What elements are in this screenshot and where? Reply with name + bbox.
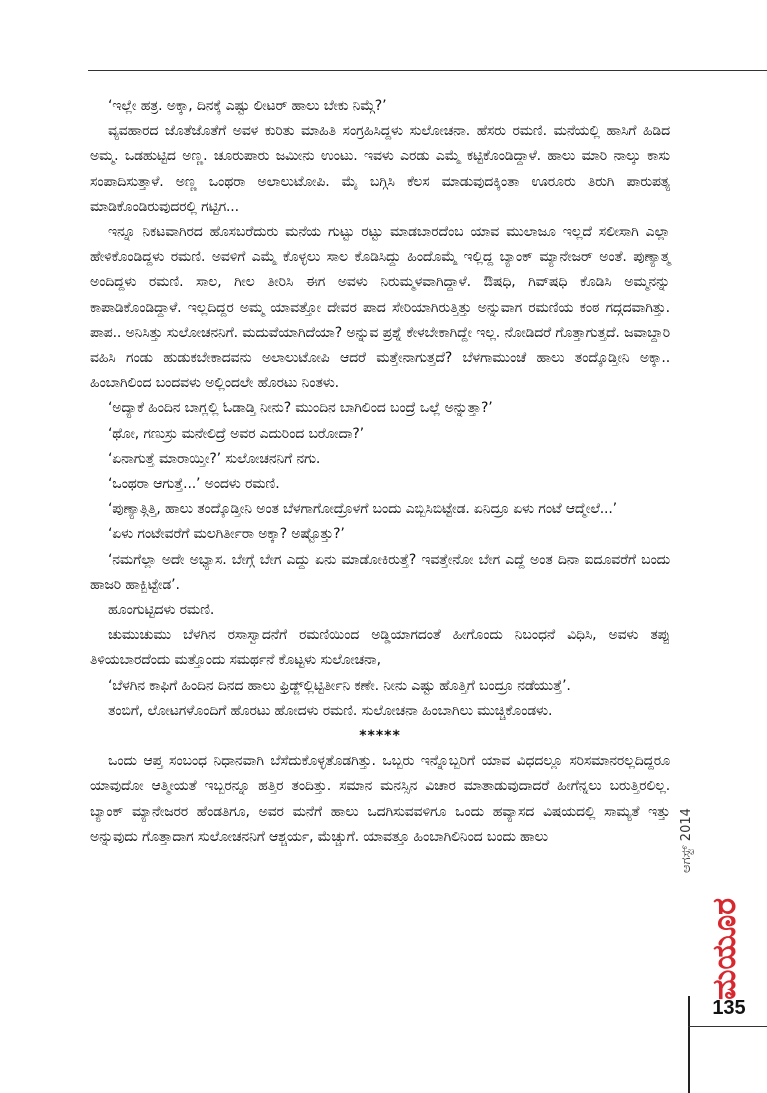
paragraph: ‘ಅದ್ಯಾಕೆ ಹಿಂದಿನ ಬಾಗ್ಲಲ್ಲಿ ಓಡಾಡ್ತಿ ನೀನು? ಮುಂದಿನ ಬಾಗಿಲಿಂದ ಬಂದ್ರೆ ಒಲ್ಲೆ ಅನ್ನುತ್ತಾ?’ bbox=[108, 400, 493, 417]
paragraph: ವ್ಯವಹಾರದ ಜೊತೆಜೊತೆಗೆ ಅವಳ ಕುರಿತು ಮಾಹಿತಿ ಸಂಗ್ರಹಿಸಿದ್ದಳು ಸುಲೋಚನಾ. ಹೆಸರು ರಮಣಿ. ಮನೆಯಲ್ಲಿ ಹಾಸಿಗೆ ಹಿಡಿದ ಅಮ್ಮ. ಒಡಹುಟ್ಟಿದ ಅಣ್ಣ. ಚೂರುಪಾರು ಜಮೀನು ಉಂಟು. ಇವಳು ಎರಡು ಎಮ್ಮೆ ಕಟ್ಟಿಕೊಂಡಿದ್ದಾಳೆ. ಹಾಲು ಮಾರಿ ನಾಲ್ಕು ಕಾಸು ಸಂಪಾದಿಸುತ್ತಾಳೆ. ಅಣ್ಣ ಒಂಥರಾ ಅಲಾಲುಟೋಪಿ. ಮೈ ಬಗ್ಗಿಸಿ ಕೆಲಸ ಮಾಡುವುದಕ್ಕಿಂತಾ ಊರೂರು ತಿರುಗಿ ಪಾರುಪತ್ಯ ಮಾಡಿಕೊಂಡಿರುವುದರಲ್ಲಿ ಗಟ್ಟಿಗ... bbox=[90, 123, 670, 215]
paragraph: ಚುಮುಚುಮು ಬೆಳಗಿನ ರಸಾಸ್ವಾದನೆಗೆ ರಮಣಿಯಿಂದ ಅಡ್ಡಿಯಾಗದಂತೆ ಹೀಗೊಂದು ನಿಬಂಧನೆ ವಿಧಿಸಿ, ಅವಳು ತಪ್ಪು ತಿಳಿಯಬಾರದೆಂದು ಮತ್ತೊಂದು ಸಮರ್ಥನೆ ಕೊಟ್ಟಳು ಸುಲೋಚನಾ, bbox=[90, 627, 670, 669]
paragraph: ‘ಇಲ್ಲೇ ಹತ್ರ. ಅಕ್ಕಾ, ದಿನಕ್ಕೆ ಎಷ್ಟು ಲೀಟರ್ ಹಾಲು ಬೇಕು ನಿಮ್ಗೆ?’ bbox=[108, 98, 387, 114]
paragraph: ‘ಏಳು ಗಂಟೇವರೆಗೆ ಮಲಗಿರ್ತೀರಾ ಅಕ್ಕಾ? ಅಷ್ಟೊತ್ತು?’ bbox=[108, 526, 345, 543]
paragraph: ‘ನಮಗೆಲ್ಲಾ ಅದೇ ಅಭ್ಯಾಸ. ಬೇಗ್ಗೆ ಬೇಗ ಎದ್ದು ಏನು ಮಾಡೋಕಿರುತ್ತೆ? ಇವತ್ತೇನೋ ಬೇಗ ಎದ್ದೆ ಅಂತ ದಿನಾ ಐದೂವರೆಗೆ ಬಂದು ಹಾಜರಿ ಹಾಕ್ಬಿಟ್ಟೇಡ’. bbox=[90, 551, 670, 593]
story-text bbox=[90, 94, 670, 850]
header-rule bbox=[88, 70, 767, 71]
paragraph: ‘ಒಂಥರಾ ಆಗುತ್ತೆ...’ ಅಂದಳು ರಮಣಿ. bbox=[108, 476, 280, 493]
paragraph: ಹೂಂಗುಟ್ಟಿದಳು ರಮಣಿ. bbox=[108, 602, 215, 619]
issue-date: ಆಗಸ್ಟ್ 2014 bbox=[679, 808, 694, 873]
footer-divider bbox=[688, 996, 690, 1093]
paragraph: ಇನ್ನೂ ನಿಕಟವಾಗಿರದ ಹೊಸಬರೆದುರು ಮನೆಯ ಗುಟ್ಟು ರಟ್ಟು ಮಾಡಬಾರದೆಂಬ ಯಾವ ಮುಲಾಜೂ ಇಲ್ಲದೆ ಸಲೀಸಾಗಿ ಎಲ್ಲಾ ಹೇಳಿಕೊಂಡಿದ್ದಳು ರಮಣಿ. ಅವಳಿಗೆ ಎಮ್ಮೆ ಕೊಳ್ಳಲು ಸಾಲ ಕೊಡಿಸಿದ್ದು ಹಿಂದೊಮ್ಮೆ ಇಲ್ಲಿದ್ದ ಬ್ಯಾಂಕ್ ಮ್ಯಾನೇಜರ್ ಅಂತೆ. ಪುಣ್ಯಾತ್ಮ ಅಂದಿದ್ದಳು ರಮಣಿ. ಸಾಲ, ಗೀಲ ತೀರಿಸಿ ಈಗ ಅವಳು ನಿರುಮ್ಮಳವಾಗಿದ್ದಾಳೆ. ಔಷಧಿ, ಗಿವ್‌ಷಧಿ ಕೊಡಿಸಿ ಅಮ್ಮನನ್ನು ಕಾಪಾಡಿಕೊಂಡಿದ್ದಾಳೆ. ಇಲ್ಲದಿದ್ದರ ಅಮ್ಮ ಯಾವತ್ತೋ ದೇವರ ಪಾದ ಸೇರಿಯಾಗಿರುತ್ತಿತ್ತು ಅನ್ನುವಾಗ ರಮಣಿಯ ಕಂಠ ಗದ್ಗದವಾಗಿತ್ತು. ಪಾಪ.. ಅನಿಸಿತ್ತು ಸುಲೋಚನನಿಗೆ. ಮದುವೆಯಾಗಿದೆಯಾ? ಅನ್ನುವ ಪ್ರಶ್ನೆ ಕೇಳಬೇಕಾಗಿದ್ದೇ ಇಲ್ಲ. ನೋಡಿದರೆ ಗೊತ್ತಾಗುತ್ತದೆ. ಜವಾಬ್ದಾರಿ ವಹಿಸಿ ಗಂಡು ಹುಡುಕಬೇಕಾದವನು ಅಲಾಲುಟೋಪಿ ಆದರೆ ಮತ್ತೇನಾಗುತ್ತದೆ? ಬೆಳಗಾಮುಂಚೆ ಹಾಲು ತಂದ್ಕೊಡ್ತೀನಿ ಅಕ್ಕಾ.. ಹಿಂಬಾಗಿಲಿಂದ ಬಂದವಳು ಅಲ್ಲಿಂದಲೇ ಹೊರಟು ನಿಂತಳು. bbox=[90, 224, 670, 392]
paragraph: ‘ಬೆಳಗಿನ ಕಾಫಿಗೆ ಹಿಂದಿನ ದಿನದ ಹಾಲು ಫ್ರಿಡ್ಜ್‌ಲ್ಲಿಟ್ಟಿರ್ತೀನಿ ಕಣೇ. ನೀನು ಎಷ್ಟು ಹೊತ್ತಿಗೆ ಬಂದ್ರೂ ನಡೆಯುತ್ತೆ’. bbox=[108, 677, 571, 694]
paragraph: ‘ಏನಾಗುತ್ತೆ ಮಾರಾಯ್ತೀ?’ ಸುಲೋಚನನಿಗೆ ನಗು. bbox=[108, 450, 321, 467]
page-number: 135 bbox=[712, 997, 746, 1019]
paragraph: ಒಂದು ಆಪ್ತ ಸಂಬಂಧ ನಿಧಾನವಾಗಿ ಬೆಸೆದುಕೊಳ್ಳತೊಡಗಿತ್ತು. ಒಬ್ಬರು ಇನ್ನೊಬ್ಬರಿಗೆ ಯಾವ ವಿಧದಲ್ಲೂ ಸರಿಸಮಾನರಲ್ಲದಿದ್ದರೂ ಯಾವುದೋ ಆತ್ಮೀಯತೆ ಇಬ್ಬರನ್ನೂ ಹತ್ತಿರ ತಂದಿತ್ತು. ಸಮಾನ ಮನಸ್ಸಿನ ವಿಚಾರ ಮಾತಾಡುವುದಾದರೆ ಹೀಗೆನ್ನಲು ಬರುತ್ತಿರಲಿಲ್ಲ. ಬ್ಯಾಂಕ್ ಮ್ಯಾನೇಜರರ ಹೆಂಡತಿಗೂ, ಅವರ ಮನೆಗೆ ಹಾಲು ಒದಗಿಸುವವಳಿಗೂ ಒಂದು ಹವ್ಯಾಸದ ವಿಷಯದಲ್ಲಿ ಸಾಮ್ಯತೆ ಇತ್ತು ಅನ್ನುವುದು ಗೊತ್ತಾದಾಗ ಸುಲೋಚನನಿಗೆ ಆಶ್ಚರ್ಯ, ಮೆಚ್ಚುಗೆ. ಯಾವತ್ತೂ ಹಿಂಬಾಗಿಲಿನಿಂದ ಬಂದು ಹಾಲು bbox=[90, 753, 670, 845]
section-break: ***** bbox=[359, 728, 401, 745]
paragraph: ತಂಬಿಗೆ, ಲೋಟಗಳೊಂದಿಗೆ ಹೊರಟು ಹೋದಳು ರಮಣಿ. ಸುಲೋಚನಾ ಹಿಂಬಾಗಿಲು ಮುಚ್ಚಿಕೊಂಡಳು. bbox=[108, 702, 553, 719]
paragraph: ‘ಪುಣ್ಯಾತ್ಗಿತ್ತಿ, ಹಾಲು ತಂದ್ಕೊಡ್ತೀನಿ ಅಂತ ಬೆಳಗಾಗೋದ್ರೊಳಗೆ ಬಂದು ಎಬ್ಬಿಸಿಬಿಟ್ಟೇಡ. ಏನಿದ್ರೂ ಏಳು ಗಂಟೆ ಆದ್ಮೇಲೆ...’ bbox=[108, 501, 617, 518]
paragraph: ‘ಥೋ, ಗಣುಸ್ರು ಮನೇಲಿದ್ರೆ ಅವರ ಎದುರಿಂದ ಬರೋದಾ?’ bbox=[108, 425, 364, 442]
magazine-logo: ಮಯೂರ bbox=[705, 897, 743, 1001]
footer-rule bbox=[688, 1026, 767, 1027]
magazine-masthead bbox=[677, 808, 747, 1006]
